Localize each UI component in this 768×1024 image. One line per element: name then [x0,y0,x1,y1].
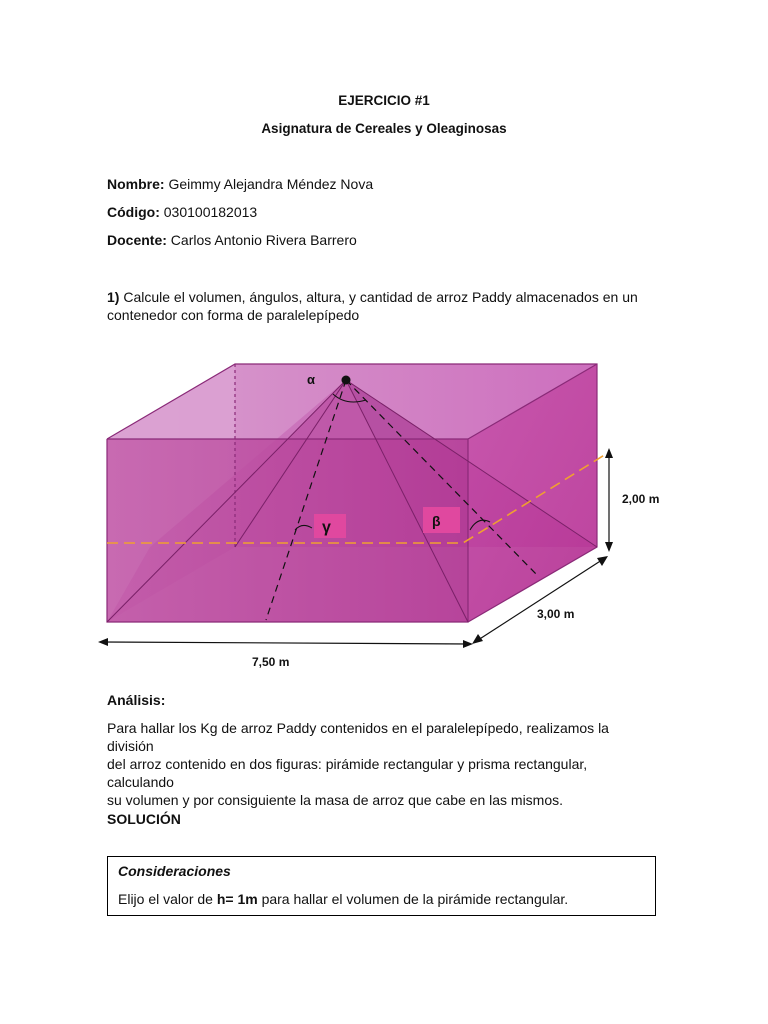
teacher-value: Carlos Antonio Rivera Barrero [170,232,357,248]
considerations-text-bold: h= 1m [216,891,258,907]
box-front-face [107,439,468,622]
teacher-field [107,232,357,248]
depth-label: 3,00 m [537,607,575,621]
considerations-box [107,856,656,916]
considerations-text-before: Elijo el valor de [118,891,217,907]
alpha-label: α [307,372,315,387]
beta-label: β [432,513,441,529]
question-number: 1) [107,289,120,305]
analysis-line-3: su volumen y por consiguiente la masa de arroz que cabe en las mismos. [107,792,564,808]
teacher-label: Docente: [107,232,167,248]
question-text [107,288,657,324]
solution-heading: SOLUCIÓN [107,811,181,827]
code-field [107,204,257,220]
length-dimension-line [102,642,470,644]
length-arrow-left [98,638,108,646]
depth-arrow-left [472,634,483,644]
gamma-label: γ [322,519,331,536]
code-value: 030100182013 [163,204,258,220]
document-subtitle: Asignatura de Cereales y Oleaginosas [261,121,507,136]
analysis-line-2: del arroz contenido en dos figuras: pirámide rectangular y prisma rectangular, calculando [107,756,588,790]
analysis-heading: Análisis: [107,692,166,708]
depth-arrow-right [597,556,608,566]
considerations-text-after: para hallar el volumen de la pirámide rectangular. [257,891,569,907]
beta-label-box [423,507,460,533]
apex-point [342,376,351,385]
question-line-1: Calcule el volumen, ángulos, altura, y cantidad de arroz Paddy almacenados en un [123,289,638,305]
height-label: 2,00 m [622,492,660,506]
height-arrow-top [605,448,613,458]
considerations-title: Consideraciones [118,863,231,879]
analysis-line-1: Para hallar los Kg de arroz Paddy contenidos en el paralelepípedo, realizamos la división [107,720,609,754]
considerations-text [118,891,568,907]
name-field [107,176,373,192]
length-label: 7,50 m [252,655,290,669]
name-value: Geimmy Alejandra Méndez Nova [168,176,374,192]
code-label: Código: [107,204,160,220]
height-arrow-bottom [605,542,613,552]
question-line-2: contenedor con forma de paralelepípedo [107,307,360,323]
document-title: EJERCICIO #1 [338,93,430,108]
name-label: Nombre: [107,176,165,192]
length-arrow-right [463,640,473,648]
analysis-text [107,719,657,809]
parallelepiped-figure [0,350,768,680]
